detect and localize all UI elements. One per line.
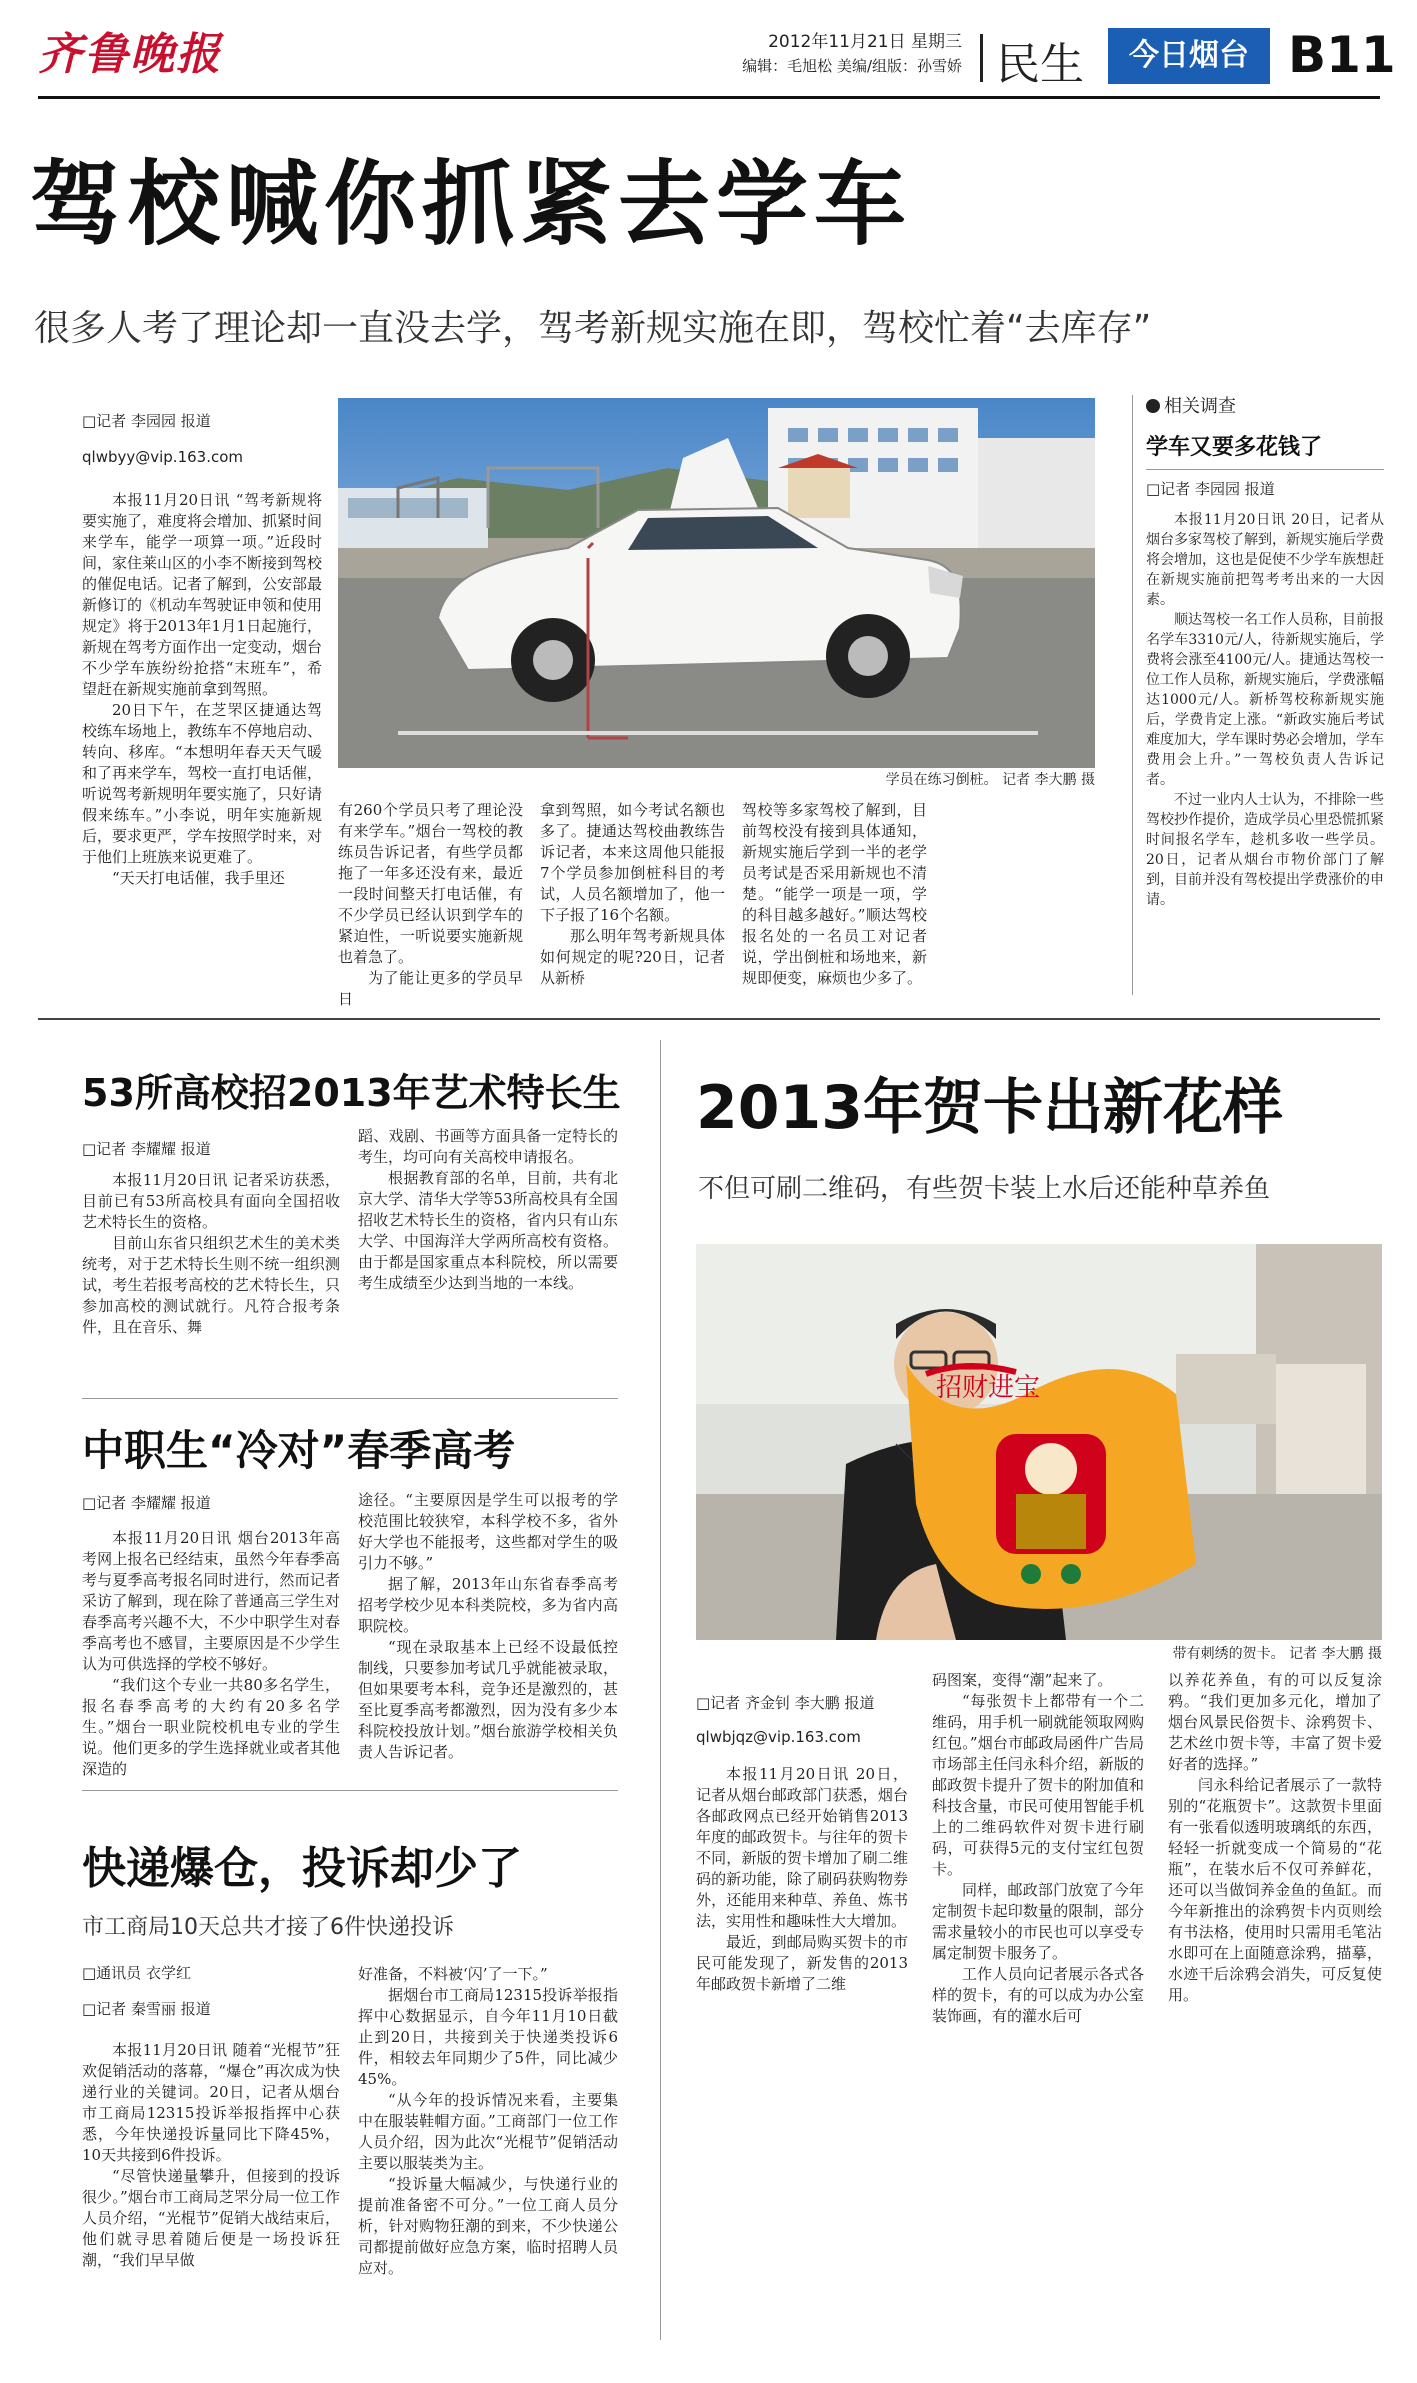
header-rule (38, 96, 1380, 99)
delivery-paragraph: 好准备，不料被‘闪’了一下。” (358, 1965, 548, 1983)
section-name: 民生 (996, 39, 1084, 90)
card-photo-caption: 带有刺绣的贺卡。 记者 李大鹏 摄 (1172, 1646, 1382, 1662)
issue-info (722, 30, 962, 78)
card-photo (696, 1244, 1382, 1640)
vocational-paragraph: “我们这个专业一共80多名学生，报名春季高考的大约有20多名学生。”烟台一职业院校机电专业的学生说。他们更多的学生选择就业或者其他深造的 (82, 1676, 340, 1778)
delivery-reporter: □记者 秦雪丽 报道 (82, 2000, 211, 2018)
art-paragraph: 蹈、戏剧、书画等方面具备一定特长的考生，均可向有关高校申请报名。 (358, 1127, 618, 1166)
card-paragraph: 闫永科给记者展示了一款特别的“花瓶贺卡”。这款贺卡里面有一张看似透明玻璃纸的东西，轻轻一折就变成一个简易的“花瓶”，在装水后不仅可养鲜花，还可以当做饲养金鱼的鱼缸。而今年新推出的涂鸦贺卡内页则绘有书法格，使用时只需用毛笔沾水即可在上面随意涂鸦，描摹，水迹干后涂鸦会消失，可反复使用。 (1168, 1776, 1382, 2004)
vocational-paragraph: 本报11月20日讯 烟台2013年高考网上报名已经结束，虽然今年春季高考与夏季高考报名同时进行，然而记者采访了解到，现在除了普通高三学生对春季高考兴趣不大，不少中职学生对春季高考也不感冒，主要原因是不少学生认为可供选择的学校不够好。 (82, 1529, 340, 1673)
art-column-1 (82, 1170, 340, 1338)
article-divider (82, 1398, 618, 1399)
card-paragraph: 本报11月20日讯 20日，记者从烟台邮政部门获悉，烟台各邮政网点已经开始销售2013年度的邮政贺卡。与往年的贺卡不同，新版的贺卡增加了刷二维码的新功能，除了刷码获购物券外，还能用来种草、养鱼、炼书法，实用性和趣味性大大增加。 (696, 1765, 908, 1930)
card-subtitle: 不但可刷二维码，有些贺卡装上水后还能种草养鱼 (698, 1174, 1271, 1204)
vocational-headline: 中职生“冷对”春季高考 (82, 1426, 516, 1475)
lead-byline (82, 408, 322, 470)
card-paragraph: 工作人员向记者展示各式各样的贺卡，有的可以成为办公室装饰画，有的灌水后可 (932, 1965, 1144, 2025)
card-byline (696, 1690, 926, 1750)
sidebar-paragraph: 不过一业内人士认为，不排除一些驾校抄作提价，造成学员心里恐慌抓紧时间报名学车，趁机多收一些学员。20日，记者从烟台市物价部门了解到，目前并没有驾校提出学费涨价的申请。 (1146, 792, 1384, 908)
lead-column-2 (338, 800, 523, 1010)
card-inscription: 招财进宝 (936, 1373, 1041, 1403)
lead-photo (338, 398, 1095, 768)
card-column-3 (1168, 1670, 1382, 2006)
driving-practice-image (338, 398, 1095, 768)
card-column-2 (932, 1670, 1144, 2027)
vocational-byline: □记者 李耀耀 报道 (82, 1494, 211, 1512)
card-column-1 (696, 1764, 908, 1995)
lead-paragraph: “天天打电话催，我手里还 (112, 869, 285, 887)
lead-paragraph: 20日下午，在芝罘区捷通达驾校练车场地上，教练车不停地启动、转向、移库。“本想明年春天天气暖和了再来学车，驾校一直打电话催，听说驾考新规明年要实施了，只好请假来练车。”小李说，明年实施新规后，要求更严，学车按照学时来，对于他们上班族来说更难了。 (82, 701, 323, 866)
sidebar-tag-icon (1146, 399, 1160, 413)
sidebar-tag-label: 相关调查 (1164, 396, 1236, 417)
art-byline: □记者 李耀耀 报道 (82, 1140, 211, 1158)
art-headline: 53所高校招2013年艺术特长生 (82, 1071, 621, 1115)
vocational-column-2 (358, 1490, 618, 1763)
card-reporters: □记者 齐金钊 李大鹏 报道 (696, 1694, 875, 1712)
header-separator (980, 34, 983, 82)
delivery-correspondent: □通讯员 衣学红 (82, 1964, 191, 1982)
vocational-paragraph: “现在录取基本上已经不设最低控制线，只要参加考试几乎就能被录取，但如果要考本科，竞争还是激烈的，甚至比夏季高考都激烈，因为没有多少本科院校投放计划。”烟台旅游学校相关负责人告诉记者。 (358, 1638, 618, 1761)
delivery-paragraph: 本报11月20日讯 随着“光棍节”狂欢促销活动的落幕，“爆仓”再次成为快递行业的关键词。20日，记者从烟台市工商局12315投诉举报指挥中心获悉，今年快递投诉量同比下降45%，10天共接到6件投诉。 (82, 2041, 340, 2164)
delivery-column-1 (82, 2040, 340, 2271)
greeting-card-image (696, 1244, 1382, 1640)
page-number: B11 (1288, 26, 1396, 84)
vocational-paragraph: 据了解，2013年山东省春季高考招考学校少见本科类院校，多为省内高职院校。 (358, 1575, 618, 1635)
sidebar-byline: □记者 李园园 报道 (1146, 480, 1275, 498)
vocational-paragraph: 途径。“主要原因是学生可以报考的学校范围比较狭窄，本科学校不多，省外好大学也不能报考，这些都对学生的吸引力不够。” (358, 1491, 618, 1572)
card-paragraph: 同样，邮政部门放宽了今年定制贺卡起印数量的限制，部分需求量较小的市民也可以享受专属定制贺卡服务了。 (932, 1881, 1144, 1962)
sidebar-title: 学车又要多花钱了 (1146, 430, 1384, 470)
lead-paragraph: 有260个学员只考了理论没有来学车。”烟台一驾校的教练员告诉记者，有些学员都拖了一年多还没有来，最近一段时间整天打电话催，有不少学员已经认识到学车的紧迫性，一听说要实施新规也着急了。 (338, 801, 523, 966)
lead-paragraph: 本报11月20日讯 “驾考新规将要实施了，难度将会增加、抓紧时间来学车，能学一项算一项。”近段时间，家住莱山区的小李不断接到驾校的催促电话。记者了解到，公安部最新修订的《机动车驾驶证申领和使用规定》将于2013年1月1日起施行，新规在驾考方面作出一定变动，烟台不少学车族纷纷抢搭“末班车”，希望赶在新规实施前拿到驾照。 (82, 491, 323, 698)
delivery-paragraph: 据烟台市工商局12315投诉举报指挥中心数据显示，自今年11月10日截止到20日，共接到关于快递类投诉6件，相较去年同期少了5件，同比减少45%。 (358, 1986, 618, 2088)
lead-column-1 (82, 490, 322, 889)
lead-reporter: □记者 李园园 报道 (82, 412, 211, 430)
lead-column-4 (742, 800, 927, 989)
section-rule (38, 1018, 1380, 1020)
newspaper-logo: 齐鲁晚报 (38, 29, 222, 80)
delivery-paragraph: “投诉量大幅减少，与快递行业的提前准备密不可分。”一位工商人员分析，针对购物狂潮的到来，不少快递公司都提前做好应急方案，临时招聘人员应对。 (358, 2175, 618, 2277)
delivery-paragraph: “尽管快递量攀升，但接到的投诉很少。”烟台市工商局芝罘分局一位工作人员介绍，“光棍节”促销大战结束后，他们就寻思着随后便是一场投诉狂潮，“我们早早做 (82, 2167, 340, 2269)
delivery-bylines (82, 1960, 211, 2022)
lead-paragraph: 拿到驾照，如今考试名额也多了。捷通达驾校曲教练告诉记者，本来这周他只能报7个学员参加倒桩科目的考试，人员名额增加了，他一下子报了16个名额。 (540, 801, 725, 924)
lead-paragraph: 那么明年驾考新规具体如何规定的呢?20日，记者从新桥 (540, 927, 725, 987)
lead-email: qlwbyy@vip.163.com (82, 448, 244, 466)
delivery-column-2 (358, 1964, 618, 2279)
sidebar-tag (1146, 392, 1384, 418)
sidebar-body (1146, 510, 1384, 910)
card-email: qlwbjqz@vip.163.com (696, 1728, 861, 1746)
delivery-subtitle: 市工商局10天总共才接了6件快递投诉 (82, 1915, 454, 1940)
section-tag: 今日烟台 (1108, 28, 1270, 84)
sidebar-paragraph: 顺达驾校一名工作人员称，目前报名学车3310元/人，待新规实施后，学费将会涨至4100元/人。捷通达驾校一位工作人员称，新规实施后，学费涨幅达1000元/人。新桥驾校称新规实施后，学费肯定上涨。“新政实施后考试难度加大，学车课时势必会增加，学车费用会上升。”一驾校负责人告诉记者。 (1146, 612, 1384, 788)
vocational-column-1 (82, 1528, 340, 1780)
art-paragraph: 目前山东省只组织艺术生的美术类统考，对于艺术特长生则不统一组织测试，考生若报考高校的艺术特长生，只参加高校的测试就行。凡符合报考条件，且在音乐、舞 (82, 1234, 340, 1336)
card-paragraph: 以养花养鱼，有的可以反复涂鸦。“我们更加多元化，增加了烟台风景民俗贺卡、涂鸦贺卡、艺术丝巾贺卡等，丰富了贺卡爱好者的选择。” (1168, 1671, 1382, 1773)
delivery-headline: 快递爆仓，投诉却少了 (82, 1843, 522, 1894)
card-paragraph: “每张贺卡上都带有一个二维码，用手机一刷就能领取网购红包。”烟台市邮政局函件广告局市场部主任闫永科介绍，新版的邮政贺卡提升了贺卡的附加值和科技含量，市民可使用智能手机上的二维码软件对贺卡进行刷码，可获得5元的支付宝红包贺卡。 (932, 1692, 1144, 1878)
issue-date: 2012年11月21日 星期三 (768, 32, 962, 52)
lead-photo-caption: 学员在练习倒桩。 记者 李大鹏 摄 (885, 772, 1095, 788)
lead-headline: 驾校喊你抓紧去学车 (30, 151, 913, 258)
article-divider (82, 1790, 618, 1791)
lead-subtitle: 很多人考了理论却一直没去学，驾考新规实施在即，驾校忙着“去库存” (34, 308, 1152, 349)
issue-editors: 编辑：毛旭松 美编/组版：孙雪娇 (742, 57, 962, 75)
card-headline: 2013年贺卡出新花样 (696, 1073, 1283, 1143)
sidebar-paragraph: 本报11月20日讯 20日，记者从烟台多家驾校了解到，新规实施后学费将会增加，这也是促使不少学车族想赶在新规实施前把驾考考出来的一大因素。 (1146, 512, 1384, 608)
sidebar-divider (1132, 395, 1133, 995)
sidebar (1146, 392, 1384, 910)
lead-column-3 (540, 800, 725, 989)
card-paragraph: 最近，到邮局购买贺卡的市民可能发现了，新发售的2013年邮政贺卡新增了二维 (696, 1933, 908, 1993)
lead-paragraph: 驾校等多家驾校了解到，目前驾校没有接到具体通知，新规实施后学到一半的老学员考试是否采用新规也不清楚。“能学一项是一项，学的科目越多越好。”顺达驾校报名处的一名员工对记者说，学出倒桩和场地来，新规即便变，麻烦也少多了。 (742, 801, 927, 987)
card-paragraph: 码图案，变得“潮”起来了。 (932, 1671, 1113, 1689)
art-paragraph: 本报11月20日讯 记者采访获悉，目前已有53所高校具有面向全国招收艺术特长生的资格。 (82, 1171, 340, 1231)
column-divider (660, 1040, 661, 2340)
delivery-paragraph: “从今年的投诉情况来看，主要集中在服装鞋帽方面。”工商部门一位工作人员介绍，因为此次“光棍节”促销活动主要以服装类为主。 (358, 2091, 618, 2172)
art-paragraph: 根据教育部的名单，目前，共有北京大学、清华大学等53所高校具有全国招收艺术特长生的资格，省内只有山东大学、中国海洋大学两所高校有资格。由于都是国家重点本科院校，所以需要考生成绩至少达到当地的一本线。 (358, 1169, 618, 1292)
lead-paragraph: 为了能让更多的学员早日 (338, 969, 523, 1008)
art-column-2 (358, 1126, 618, 1294)
